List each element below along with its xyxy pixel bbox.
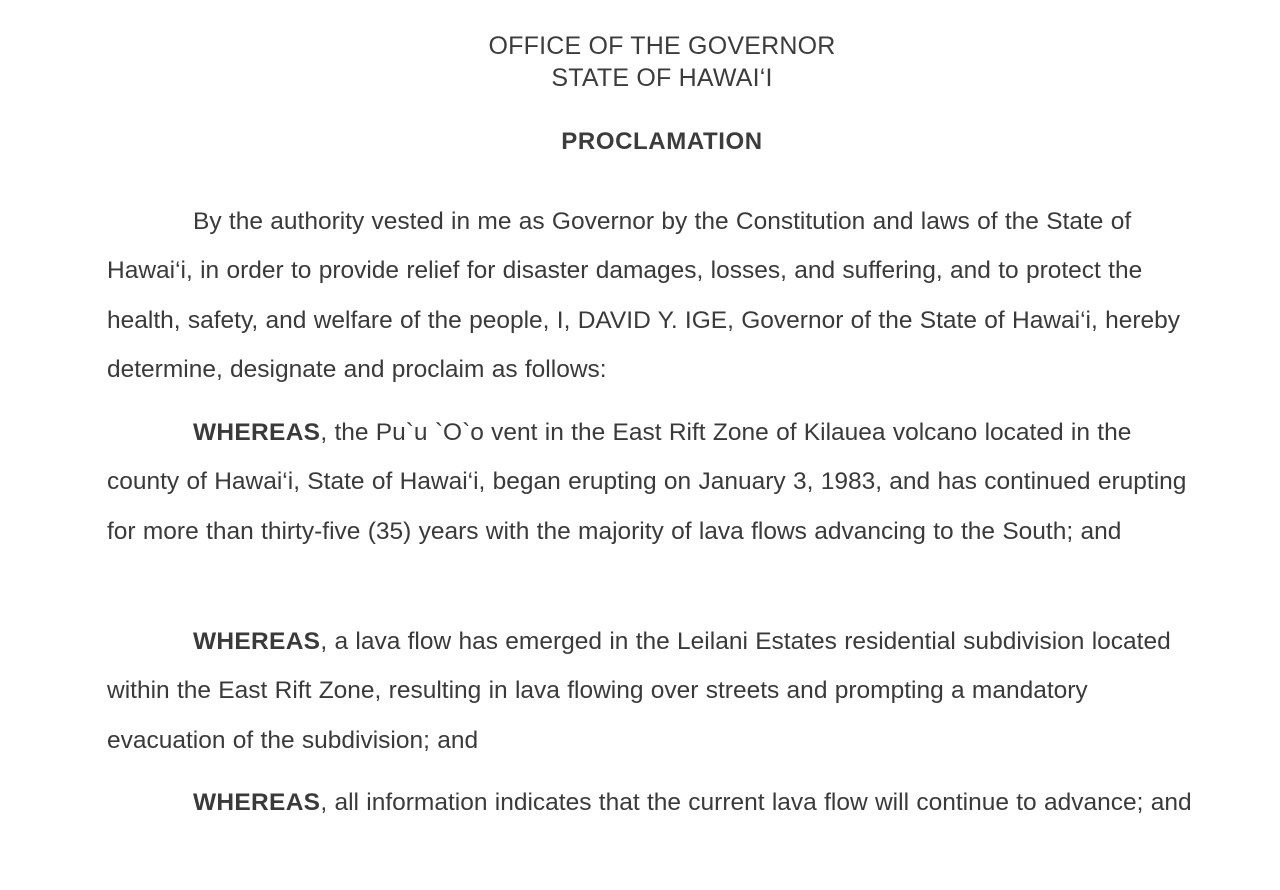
document-title: PROCLAMATION bbox=[561, 128, 763, 155]
authority-paragraph bbox=[107, 197, 1202, 394]
whereas-paragraph-eruption bbox=[107, 408, 1202, 556]
whereas-paragraph-leilani bbox=[107, 617, 1202, 765]
whereas-keyword: WHEREAS bbox=[193, 419, 321, 446]
whereas-keyword: WHEREAS bbox=[193, 789, 321, 816]
office-heading: OFFICE OF THE GOVERNOR bbox=[488, 32, 836, 60]
whereas-paragraph-text: , all information indicates that the current lava flow will continue to advance; and bbox=[320, 789, 1192, 816]
whereas-keyword: WHEREAS bbox=[193, 628, 321, 655]
whereas-paragraph-advance bbox=[107, 778, 1202, 827]
whereas-paragraph-text: , the Pu`u `O`o vent in the East Rift Zone of Kilauea volcano located in the county of Hawai‘i, State of Hawai‘i, began erupting on January 3, 1983, and has continued erupting for more than thirty-five (35) years with the majority of lava flows advancing to the South; and bbox=[107, 419, 1187, 545]
whereas-paragraph-text: , a lava flow has emerged in the Leilani Estates residential subdivision located within the East Rift Zone, resulting in lava flowing over streets and prompting a mandatory evacuation of the subdivision; and bbox=[107, 628, 1171, 754]
authority-paragraph-text: By the authority vested in me as Governor by the Constitution and laws of the State of Hawai‘i, in order to provide relief for disaster damages, losses, and suffering, and to protect the health, safety, and welfare of the people, I, DAVID Y. IGE, Governor of the State of Hawai‘i, hereby determine, designate and proclaim as follows: bbox=[107, 208, 1181, 383]
state-heading: STATE OF HAWAI‘I bbox=[551, 64, 773, 92]
